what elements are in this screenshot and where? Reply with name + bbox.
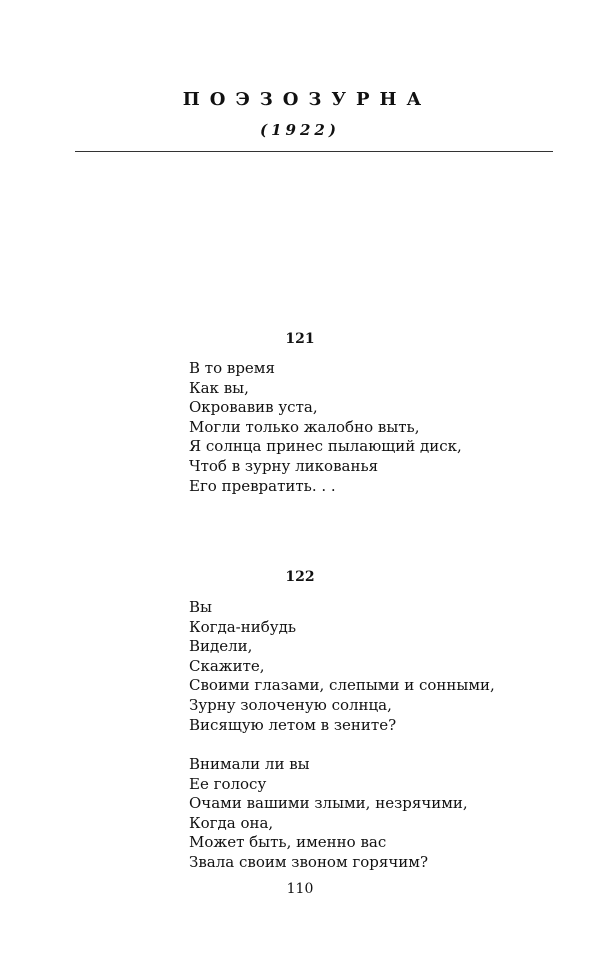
poem-line: Своими глазами, слепыми и сонными, [189, 676, 495, 695]
poem-122-stanza-2 [189, 755, 468, 873]
poem-line: Видели, [189, 637, 253, 656]
poem-line: Могли только жалобно выть, [189, 417, 420, 436]
poem-line: Когда она, [189, 813, 274, 832]
page-number: 110 [286, 881, 314, 897]
poem-line: Может быть, именно вас [189, 833, 387, 852]
poem-line: В то время [189, 359, 275, 377]
poem-line: Когда-нибудь [189, 617, 296, 636]
poem-line: Зурну золоченую солнца, [189, 695, 392, 714]
poem-line: Скажите, [189, 656, 265, 675]
poem-line: Как вы, [189, 378, 249, 397]
header-rule [75, 151, 553, 152]
poem-line: Его превратить. . . [189, 476, 336, 495]
poem-line: Чтоб в зурну ликованья [189, 456, 379, 475]
poem-121-stanza [189, 359, 462, 496]
poem-line: Ее голосу [189, 774, 267, 793]
section-title: ПОЭЗОЗУРНА [182, 89, 432, 110]
poem-line: Окровавив уста, [189, 398, 318, 417]
poem-line: Очами вашими злыми, незрячими, [189, 794, 468, 813]
poem-line: Внимали ли вы [189, 755, 310, 773]
poem-122-stanza-1 [189, 598, 495, 735]
poem-line: Вы [189, 598, 212, 616]
section-header [0, 88, 600, 140]
poem-line: Я солнца принес пылающий диск, [189, 437, 462, 456]
section-year: (1922) [260, 121, 340, 139]
poem-line: Звала своим звоном горячим? [189, 852, 428, 871]
poem-line: Висящую летом в зените? [189, 715, 397, 734]
poem-number-121: 121 [285, 331, 315, 347]
poem-number-122: 122 [285, 569, 315, 585]
